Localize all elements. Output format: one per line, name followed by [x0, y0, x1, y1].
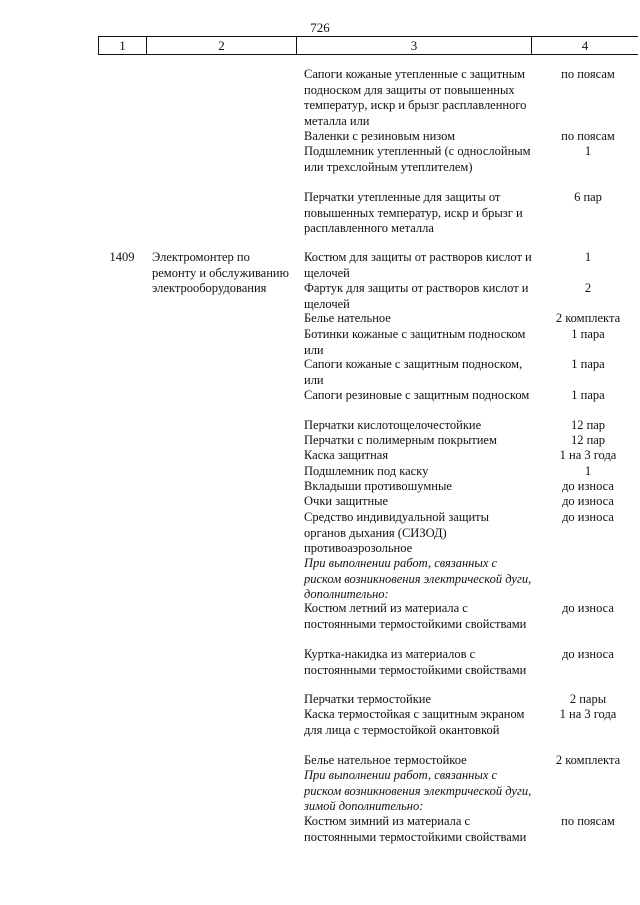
column-header-row	[98, 36, 638, 55]
item-cell: Сапоги резиновые с защитным подноском	[304, 388, 530, 402]
quantity-cell: 1 пара	[571, 388, 605, 402]
quantity-cell: до износа	[562, 494, 614, 508]
item-cell: Подшлемник утепленный (с однослойным или трехслойным утеплителем)	[304, 144, 531, 174]
conditional-note: При выполнении работ, связанных с риском возникновения электрической дуги, зимой дополнительно:	[304, 768, 532, 813]
page-number: 726	[310, 20, 330, 35]
quantity-cell: 6 пар	[574, 190, 602, 204]
item-cell: Вкладыши противошумные	[304, 479, 452, 493]
quantity-cell: 1 пара	[571, 327, 605, 341]
quantity-cell: по поясам	[561, 129, 615, 143]
quantity-cell: 1 на 3 года	[559, 448, 617, 462]
position-number: 1409	[109, 250, 135, 264]
item-cell: Каска термостойкая с защитным экраном для лица с термостойкой окантовкой	[304, 707, 525, 737]
item-cell: Фартук для защиты от растворов кислот и щелочей	[304, 281, 529, 311]
quantity-cell: до износа	[562, 510, 614, 524]
item-cell: Костюм зимний из материала с постоянными термостойкими свойствами	[304, 814, 527, 844]
quantity-cell: по поясам	[561, 814, 615, 828]
item-cell: Ботинки кожаные с защитным подноском или	[304, 327, 526, 357]
quantity-cell: 2 комплекта	[555, 311, 621, 325]
quantity-cell: 1 на 3 года	[559, 707, 617, 721]
quantity-cell: по поясам	[561, 67, 615, 81]
column-header-1: 1	[98, 37, 146, 54]
column-header-3: 3	[296, 37, 531, 54]
item-cell: Сапоги кожаные с защитным подноском, или	[304, 357, 523, 387]
quantity-cell: 12 пар	[570, 433, 606, 447]
item-cell: Белье нательное	[304, 311, 391, 325]
quantity-cell: 2	[584, 281, 592, 295]
quantity-cell: 1	[584, 250, 592, 264]
quantity-cell: 2 пары	[569, 692, 607, 706]
quantity-cell: 1	[584, 144, 592, 158]
item-cell: Перчатки кислотощелочестойкие	[304, 418, 482, 432]
column-header-2: 2	[146, 37, 296, 54]
item-cell: Перчатки с полимерным покрытием	[304, 433, 497, 447]
quantity-cell: 12 пар	[570, 418, 606, 432]
item-cell: Куртка-накидка из материалов с постоянными термостойкими свойствами	[304, 647, 527, 677]
item-cell: Костюм летний из материала с постоянными термостойкими свойствами	[304, 601, 527, 631]
conditional-note: При выполнении работ, связанных с риском возникновения электрической дуги, дополнительно:	[304, 556, 532, 601]
quantity-cell: до износа	[562, 647, 614, 661]
item-cell: Костюм для защиты от растворов кислот и щелочей	[304, 250, 532, 280]
item-cell: Перчатки термостойкие	[304, 692, 432, 706]
item-cell: Каска защитная	[304, 448, 389, 462]
item-cell: Белье нательное термостойкое	[304, 753, 467, 767]
item-cell: Перчатки утепленные для защиты от повышенных температур, искр и брызг и расплавленного металла	[304, 190, 523, 235]
item-cell: Подшлемник под каску	[304, 464, 429, 478]
column-header-4: 4	[531, 37, 638, 54]
item-cell: Сапоги кожаные утепленные с защитным подноском для защиты от повышенных температур, искр и брызг расплавленного металла или	[304, 67, 527, 128]
quantity-cell: до износа	[562, 479, 614, 493]
item-cell: Валенки с резиновым низом	[304, 129, 456, 143]
quantity-cell: 1 пара	[571, 357, 605, 371]
item-cell: Очки защитные	[304, 494, 389, 508]
quantity-cell: 1	[584, 464, 592, 478]
item-cell: Средство индивидуальной защиты органов дыхания (СИЗОД) противоаэрозольное	[304, 510, 490, 555]
quantity-cell: до износа	[562, 601, 614, 615]
job-title: Электромонтер по ремонту и обслуживанию электрооборудования	[152, 250, 289, 295]
quantity-cell: 2 комплекта	[555, 753, 621, 767]
